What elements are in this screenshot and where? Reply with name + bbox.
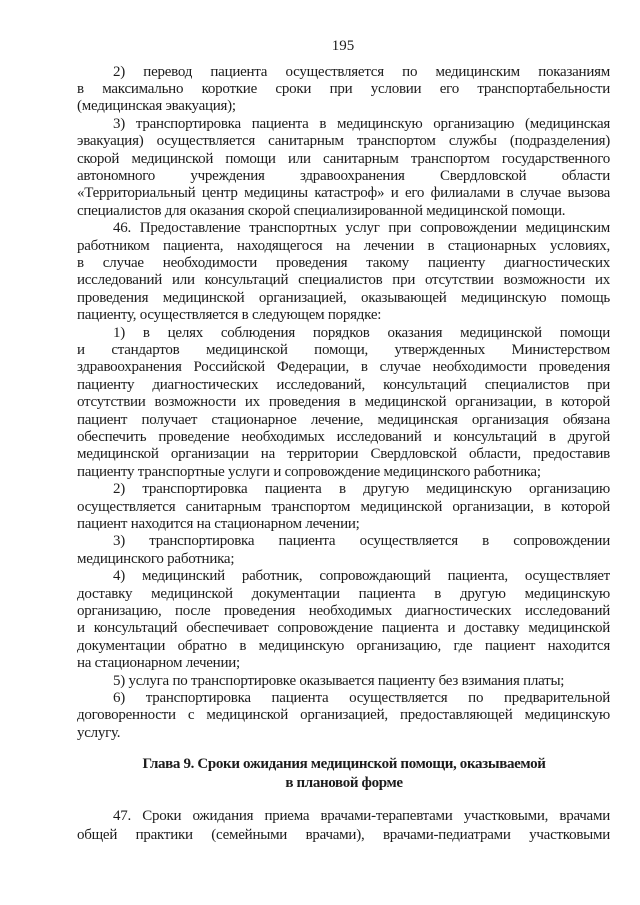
text-line: эвакуация) осуществляется санитарным транспортом службы (подразделения) (77, 133, 610, 150)
text-line: 2) транспортировка пациента в другую медицинскую организацию (113, 481, 610, 498)
text-line: 5) услуга по транспортировке оказывается пациенту без взимания платы; (113, 672, 565, 689)
text-line: 6) транспортировка пациента осуществляется по предварительной (113, 689, 610, 706)
text-line: специалистов для оказания скорой специализированной медицинской помощи. (77, 202, 566, 219)
text-line: 47. Сроки ожидания приема врачами-терапевтами участковыми, врачами (113, 808, 610, 824)
text-line: отсутствии возможности их проведения в медицинской организации, в которой (77, 394, 610, 411)
text-line: 1) в целях соблюдения порядков оказания медицинской помощи (113, 324, 610, 341)
page-number: 195 (331, 38, 355, 54)
text-line: общей практики (семейными врачами), врачами-педиатрами участковыми (77, 827, 610, 843)
text-line: документации обратно в медицинскую организацию, где пациент находится (77, 637, 610, 654)
text-line: «Территориальный центр медицины катастроф» и его филиалами в случае вызова (77, 185, 610, 202)
text-line: организацию, после проведения необходимых диагностических исследований (77, 602, 610, 619)
text-line: медицинской организации на территории Свердловской области, предоставив (77, 446, 610, 463)
text-line: (медицинская эвакуация); (77, 98, 236, 115)
text-line: в случае необходимости проведения такому пациенту диагностических (77, 254, 610, 271)
text-line: на стационарном лечении; (77, 655, 240, 672)
text-line: 2) перевод пациента осуществляется по медицинским показаниям (113, 63, 610, 80)
text-line: автономного учреждения здравоохранения Свердловской области (77, 167, 610, 184)
text-line: работником пациента, находящегося на лечении в стационарных условиях, (77, 237, 610, 254)
text-line: услугу. (77, 724, 121, 741)
text-line: проведения медицинской организацией, оказывающей медицинскую помощь (77, 289, 610, 306)
text-line: 46. Предоставление транспортных услуг при сопровождении медицинским (113, 220, 610, 237)
text-line: пациент находится на стационарном лечении; (77, 515, 360, 532)
text-line: и консультаций обеспечивает сопровождение пациента и доставку медицинской (77, 620, 610, 637)
text-line: исследований или консультаций специалистов при отсутствии возможности их (77, 272, 610, 289)
text-line: пациенту транспортные услуги и сопровождение медицинского работника; (77, 463, 541, 480)
text-line: доставку медицинской документации пациента в другую медицинскую (77, 585, 610, 602)
text-line: осуществляется санитарным транспортом медицинской организации, в которой (77, 498, 610, 515)
text-line: в максимально короткие сроки при условии его транспортабельности (77, 80, 610, 97)
text-line: 3) транспортировка пациента осуществляется в сопровождении (113, 533, 610, 550)
text-line: здравоохранения Российской Федерации, в случае необходимости проведения (77, 359, 610, 376)
text-line: пациент получает стационарное лечение, медицинская организация обязана (77, 411, 610, 428)
chapter-heading-line-2: в плановой форме (285, 775, 403, 791)
text-line: скорой медицинской помощи или санитарным транспортом государственного (77, 150, 610, 167)
text-line: и стандартов медицинской помощи, утвержденных Министерством (77, 341, 610, 358)
text-line: пациенту диагностических исследований, консультаций специалистов при (77, 376, 610, 393)
chapter-heading-line-1: Глава 9. Сроки ожидания медицинской помощи, оказываемой (142, 756, 546, 772)
text-line: 3) транспортировка пациента в медицинскую организацию (медицинская (113, 115, 610, 132)
text-line: медицинского работника; (77, 550, 235, 567)
text-line: обеспечить проведение необходимых исследований и консультаций в другой (77, 428, 610, 445)
text-line: пациенту, осуществляется в следующем порядке: (77, 307, 382, 324)
text-line: 4) медицинский работник, сопровождающий пациента, осуществляет (113, 568, 610, 585)
text-line: договоренности с медицинской организацией, предоставляющей медицинскую (77, 707, 610, 724)
